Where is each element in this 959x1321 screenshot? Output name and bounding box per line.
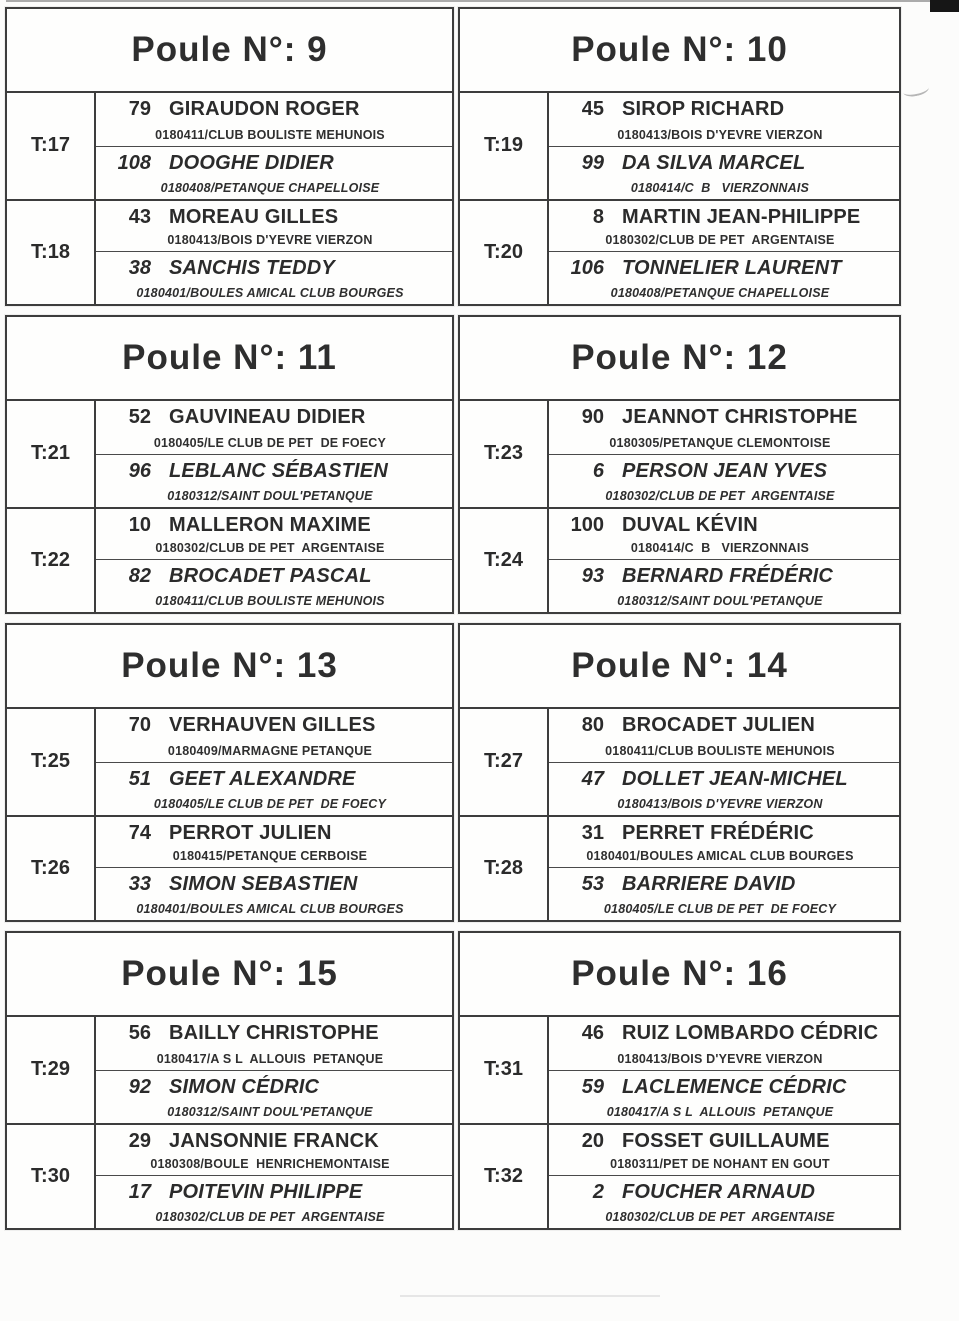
player-club: 0180401/BOULES AMICAL CLUB BOURGES <box>136 286 404 300</box>
terrain-label: T:19 <box>460 93 549 199</box>
pool-table <box>5 315 454 614</box>
player-line <box>96 1022 444 1045</box>
player-row <box>96 1123 452 1176</box>
pool-body <box>7 709 452 920</box>
player-club: 0180411/CLUB BOULISTE MEHUNOIS <box>155 594 385 608</box>
player-row <box>96 507 452 560</box>
player-name: JANSONNIE FRANCK <box>169 1129 379 1152</box>
player-line <box>549 206 891 229</box>
player-line <box>96 1130 444 1153</box>
player-line <box>549 873 891 896</box>
player-row <box>549 1175 899 1228</box>
terrain-label: T:21 <box>7 401 96 507</box>
player-club: 0180413/BOIS D'YEVRE VIERZON <box>617 127 823 142</box>
terrain-label: T:27 <box>460 709 549 815</box>
terrain-label: T:23 <box>460 401 549 507</box>
player-number: 100 <box>570 513 604 536</box>
player-number: 96 <box>128 459 151 482</box>
player-club: 0180409/MARMAGNE PETANQUE <box>167 743 373 758</box>
player-club: 0180302/CLUB DE PET ARGENTAISE <box>605 488 835 503</box>
player-line <box>96 822 444 845</box>
pool-table <box>458 623 901 922</box>
player-line <box>96 406 444 429</box>
player-row <box>96 762 452 815</box>
player-name: MOREAU GILLES <box>169 205 339 228</box>
player-number: 20 <box>581 1129 604 1152</box>
player-line <box>96 98 444 121</box>
scan-artifact-corner <box>930 0 959 12</box>
player-line <box>549 1181 891 1204</box>
player-name: BERNARD FRÉDÉRIC <box>622 565 833 588</box>
player-row <box>549 867 899 920</box>
player-club: 0180405/LE CLUB DE PET DE FOECY <box>153 435 387 450</box>
player-number: 8 <box>592 205 604 228</box>
player-number: 6 <box>592 459 604 482</box>
player-row <box>549 401 899 454</box>
player-club: 0180411/CLUB BOULISTE MEHUNOIS <box>605 743 835 758</box>
player-name: SIROP RICHARD <box>622 98 785 120</box>
player-name: LACLEMENCE CÉDRIC <box>622 1075 847 1098</box>
pool-header <box>7 933 452 1017</box>
player-row <box>549 1123 899 1176</box>
terrain-label: T:17 <box>7 93 96 199</box>
terrain-label: T:25 <box>7 709 96 815</box>
player-line <box>96 1181 444 1204</box>
player-club: 0180308/BOULE HENRICHEMONTAISE <box>150 1157 390 1172</box>
player-line <box>96 257 444 280</box>
player-club: 0180408/PETANQUE CHAPELLOISE <box>160 180 380 195</box>
player-club: 0180401/BOULES AMICAL CLUB BOURGES <box>136 902 404 916</box>
pool-title: Poule N°: 9 <box>131 30 328 69</box>
scan-artifact-mark <box>902 81 930 98</box>
player-name: SANCHIS TEDDY <box>169 257 335 280</box>
player-club: 0180401/BOULES AMICAL CLUB BOURGES <box>586 849 854 864</box>
pool-header <box>7 317 452 401</box>
player-number: 45 <box>581 98 604 120</box>
player-club: 0180312/SAINT DOUL'PETANQUE <box>167 1104 373 1119</box>
pool-title: Poule N°: 11 <box>122 338 337 377</box>
player-club: 0180302/CLUB DE PET ARGENTAISE <box>605 1210 835 1224</box>
player-row <box>549 93 899 146</box>
scan-artifact-streak <box>400 1295 660 1297</box>
player-number: 82 <box>128 565 151 588</box>
player-line <box>549 1022 891 1045</box>
pool-header <box>460 625 899 709</box>
pool-title: Poule N°: 12 <box>571 338 788 377</box>
player-number: 52 <box>128 406 151 428</box>
player-name: BROCADET PASCAL <box>169 565 372 588</box>
player-line <box>96 206 444 229</box>
player-name: JEANNOT CHRISTOPHE <box>622 406 858 428</box>
player-number: 74 <box>128 821 151 844</box>
player-row <box>549 709 899 762</box>
player-number: 99 <box>581 151 604 174</box>
pool-title: Poule N°: 14 <box>571 646 788 685</box>
pool-table <box>5 623 454 922</box>
player-number: 90 <box>581 406 604 428</box>
player-number: 59 <box>581 1075 604 1098</box>
terrain-label: T:22 <box>7 507 96 613</box>
player-club: 0180405/LE CLUB DE PET DE FOECY <box>153 796 387 811</box>
player-line <box>549 406 891 429</box>
player-club: 0180305/PETANQUE CLEMONTOISE <box>609 435 831 450</box>
player-row <box>96 146 452 199</box>
player-number: 2 <box>592 1181 604 1204</box>
player-line <box>549 152 891 175</box>
pool-body <box>460 709 899 920</box>
player-number: 80 <box>581 714 604 736</box>
player-number: 43 <box>128 205 151 228</box>
player-number: 108 <box>117 151 151 174</box>
player-line <box>549 822 891 845</box>
player-number: 56 <box>128 1022 151 1044</box>
player-club: 0180413/BOIS D'YEVRE VIERZON <box>167 233 373 248</box>
pool-body <box>460 93 899 304</box>
player-number: 53 <box>581 873 604 896</box>
pool-header <box>460 9 899 93</box>
player-line <box>96 768 444 791</box>
pool-table <box>458 931 901 1230</box>
terrain-label: T:28 <box>460 815 549 921</box>
player-club: 0180417/A S L ALLOUIS PETANQUE <box>156 1051 384 1066</box>
player-name: BAILLY CHRISTOPHE <box>169 1022 379 1044</box>
player-line <box>96 460 444 483</box>
terrain-label: T:18 <box>7 199 96 305</box>
player-name: MALLERON MAXIME <box>169 513 371 536</box>
pool-table <box>5 931 454 1230</box>
player-club: 0180302/CLUB DE PET ARGENTAISE <box>155 541 385 556</box>
player-name: GEET ALEXANDRE <box>169 767 356 790</box>
pool-title: Poule N°: 13 <box>121 646 338 685</box>
player-club: 0180411/CLUB BOULISTE MEHUNOIS <box>155 127 385 142</box>
player-club: 0180413/BOIS D'YEVRE VIERZON <box>617 1051 823 1066</box>
player-club: 0180312/SAINT DOUL'PETANQUE <box>617 594 823 608</box>
player-number: 70 <box>128 714 151 736</box>
player-club: 0180311/PET DE NOHANT EN GOUT <box>610 1157 830 1172</box>
player-line <box>549 514 891 537</box>
player-row <box>96 251 452 304</box>
player-name: DOLLET JEAN-MICHEL <box>622 767 848 790</box>
player-club: 0180302/CLUB DE PET ARGENTAISE <box>605 233 835 248</box>
player-name: FOUCHER ARNAUD <box>622 1181 816 1204</box>
player-club: 0180405/LE CLUB DE PET DE FOECY <box>603 902 837 916</box>
player-number: 33 <box>128 873 151 896</box>
player-row <box>96 454 452 507</box>
player-name: SIMON SEBASTIEN <box>169 873 358 896</box>
player-row <box>96 815 452 868</box>
player-name: TONNELIER LAURENT <box>622 257 842 280</box>
scan-artifact-top-line <box>6 0 931 2</box>
player-line <box>549 714 891 737</box>
player-line <box>549 257 891 280</box>
player-name: PERROT JULIEN <box>169 821 332 844</box>
player-name: BARRIERE DAVID <box>622 873 796 896</box>
player-row <box>96 401 452 454</box>
pool-body <box>7 1017 452 1228</box>
player-row <box>549 507 899 560</box>
player-line <box>96 714 444 737</box>
player-name: VERHAUVEN GILLES <box>169 714 376 736</box>
pool-title: Poule N°: 15 <box>121 954 338 993</box>
terrain-label: T:26 <box>7 815 96 921</box>
player-row <box>549 815 899 868</box>
player-name: DA SILVA MARCEL <box>622 151 806 174</box>
player-number: 93 <box>581 565 604 588</box>
player-number: 10 <box>128 513 151 536</box>
player-row <box>96 709 452 762</box>
player-number: 46 <box>581 1022 604 1044</box>
player-number: 106 <box>570 257 604 280</box>
player-name: PERRET FRÉDÉRIC <box>622 821 814 844</box>
player-name: SIMON CÉDRIC <box>169 1075 320 1098</box>
pool-table <box>458 315 901 614</box>
player-line <box>549 1076 891 1099</box>
player-number: 38 <box>128 257 151 280</box>
player-line <box>96 1076 444 1099</box>
player-row <box>549 559 899 612</box>
pool-header <box>460 933 899 1017</box>
terrain-label: T:24 <box>460 507 549 613</box>
player-name: GIRAUDON ROGER <box>169 98 360 120</box>
player-name: GAUVINEAU DIDIER <box>169 406 366 428</box>
player-club: 0180312/SAINT DOUL'PETANQUE <box>167 488 373 503</box>
player-row <box>549 146 899 199</box>
player-row <box>549 762 899 815</box>
player-name: BROCADET JULIEN <box>622 714 816 736</box>
player-line <box>549 1130 891 1153</box>
pool-title: Poule N°: 16 <box>571 954 788 993</box>
player-row <box>549 1070 899 1123</box>
pool-header <box>460 317 899 401</box>
player-row <box>549 1017 899 1070</box>
player-line <box>549 768 891 791</box>
player-number: 47 <box>581 767 604 790</box>
player-name: RUIZ LOMBARDO CÉDRIC <box>622 1022 879 1044</box>
player-name: MARTIN JEAN-PHILIPPE <box>622 205 861 228</box>
pool-header <box>7 9 452 93</box>
player-number: 92 <box>128 1075 151 1098</box>
player-club: 0180408/PETANQUE CHAPELLOISE <box>610 286 830 300</box>
player-name: PERSON JEAN YVES <box>622 459 828 482</box>
player-name: LEBLANC SÉBASTIEN <box>169 459 388 482</box>
player-club: 0180415/PETANQUE CERBOISE <box>172 849 368 864</box>
player-row <box>96 1017 452 1070</box>
pool-table <box>458 7 901 306</box>
player-row <box>96 559 452 612</box>
player-number: 31 <box>581 821 604 844</box>
player-row <box>96 1175 452 1228</box>
player-club: 0180414/C B VIERZONNAIS <box>630 541 810 556</box>
player-number: 29 <box>128 1129 151 1152</box>
player-line <box>96 565 444 588</box>
player-line <box>96 152 444 175</box>
player-row <box>96 93 452 146</box>
terrain-label: T:32 <box>460 1123 549 1229</box>
pool-body <box>460 401 899 612</box>
pool-title: Poule N°: 10 <box>571 30 788 69</box>
player-row <box>96 199 452 252</box>
player-line <box>549 98 891 121</box>
player-name: POITEVIN PHILIPPE <box>169 1181 363 1204</box>
terrain-label: T:20 <box>460 199 549 305</box>
player-number: 79 <box>128 98 151 120</box>
terrain-label: T:31 <box>460 1017 549 1123</box>
pool-table <box>5 7 454 306</box>
pool-body <box>460 1017 899 1228</box>
player-line <box>96 514 444 537</box>
terrain-label: T:29 <box>7 1017 96 1123</box>
player-club: 0180414/C B VIERZONNAIS <box>630 180 810 195</box>
pools-grid <box>5 7 901 1230</box>
player-row <box>96 1070 452 1123</box>
pool-header <box>7 625 452 709</box>
player-row <box>96 867 452 920</box>
pool-body <box>7 401 452 612</box>
player-name: DUVAL KÉVIN <box>622 513 758 536</box>
player-club: 0180413/BOIS D'YEVRE VIERZON <box>617 796 823 811</box>
player-club: 0180417/A S L ALLOUIS PETANQUE <box>606 1104 834 1119</box>
pool-body <box>7 93 452 304</box>
player-line <box>549 460 891 483</box>
player-row <box>549 454 899 507</box>
player-name: FOSSET GUILLAUME <box>622 1129 830 1152</box>
player-row <box>549 199 899 252</box>
player-number: 17 <box>128 1181 151 1204</box>
player-club: 0180302/CLUB DE PET ARGENTAISE <box>155 1210 385 1224</box>
player-line <box>96 873 444 896</box>
player-name: DOOGHE DIDIER <box>169 151 334 174</box>
player-number: 51 <box>128 767 151 790</box>
player-row <box>549 251 899 304</box>
player-line <box>549 565 891 588</box>
terrain-label: T:30 <box>7 1123 96 1229</box>
